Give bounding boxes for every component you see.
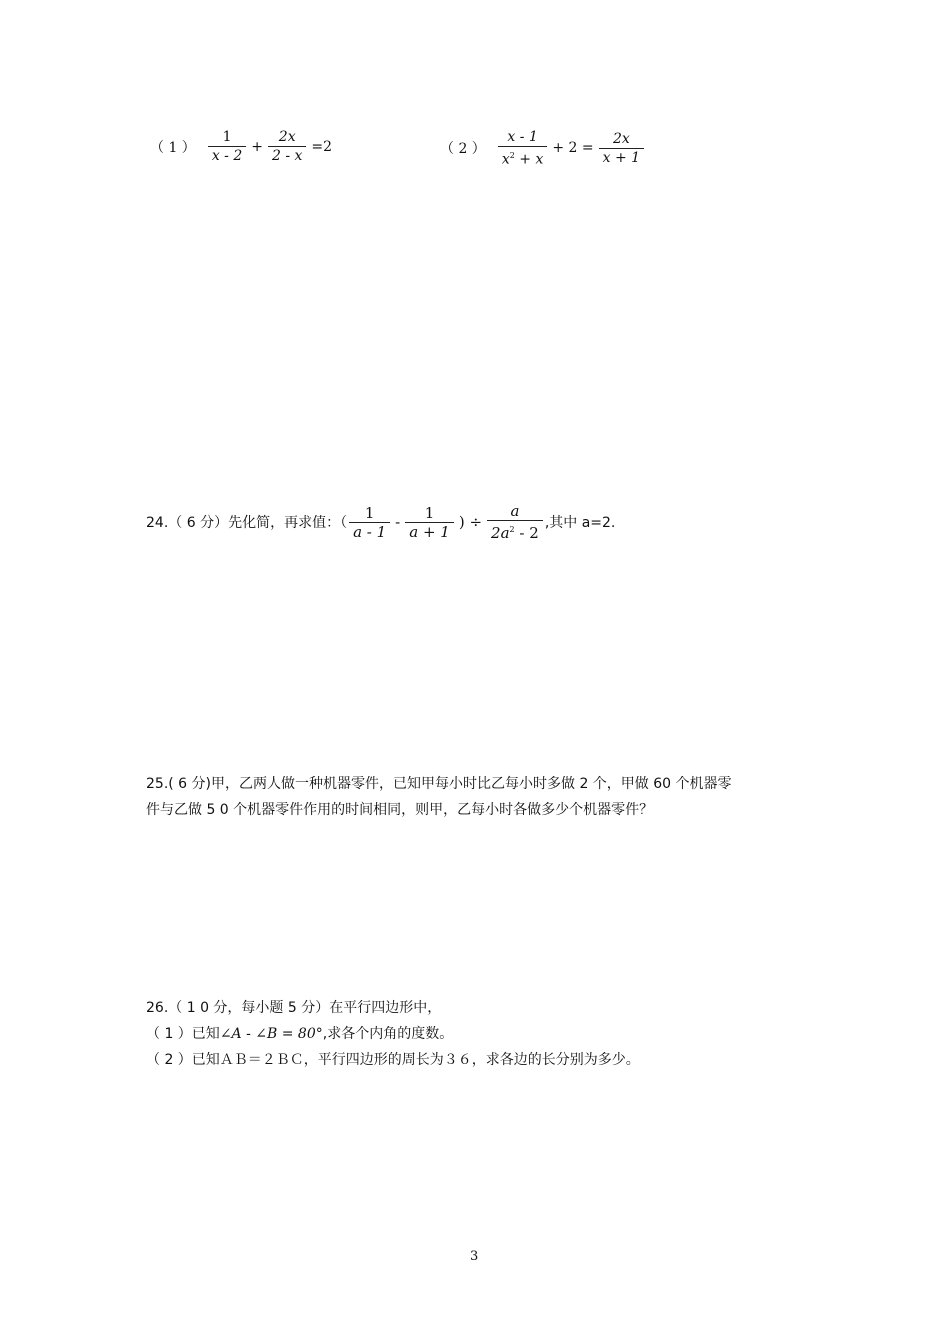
question-24-suffix: ,其中 a=2. <box>544 515 616 531</box>
question-26-part-2: （ 2 ）已知ＡＢ＝２ＢＣ，平行四边形的周长为３６，求各边的长分别为多少。 <box>146 1052 640 1068</box>
question-25-line-2: 件与乙做 5 0 个机器零件作用的时间相同，则甲，乙每小时各做多少个机器零件？ <box>146 802 654 818</box>
page-number: 3 <box>470 1249 479 1264</box>
question-26-title: 26.（ 1 0 分，每小题 5 分）在平行四边形中， <box>146 1000 442 1016</box>
fraction: $\frac{x - 1}{x^2 + x}$ <box>498 128 548 169</box>
equation-2: （ 2 ） $\frac{x - 1}{x^2 + x}$ + 2 = $\frac{2x}{x + 1}$ <box>440 128 646 169</box>
fraction: $\frac{2x}{2 - x}$ <box>268 128 306 165</box>
fraction: $\frac{1}{x - 2}$ <box>208 128 246 165</box>
equation-1: （ 1 ） $\frac{1}{x - 2}$ + $\frac{2x}{2 - x}$ =2 <box>150 129 333 164</box>
fraction: $\frac{a}{2a^2 - 2}$ <box>487 502 543 542</box>
question-25-line-1: 25.( 6 分)甲，乙两人做一种机器零件，已知甲每小时比乙每小时多做 2 个，甲做 60 个机器零 <box>146 776 732 792</box>
equation-2-label: （ 2 ） <box>440 141 486 158</box>
fraction: $\frac{1}{a - 1}$ <box>349 504 390 541</box>
question-26-part-1: （ 1 ）已知∠A - ∠B = 80°,求各个内角的度数。 <box>146 1026 454 1042</box>
angle-expression: ∠A - ∠B = 80° <box>219 1026 323 1042</box>
equation-1-label: （ 1 ） <box>150 139 196 156</box>
question-24-prefix: 24.（ 6 分）先化简，再求值：（ <box>146 515 348 531</box>
fraction: $\frac{1}{a + 1}$ <box>405 504 454 541</box>
question-24: 24.（ 6 分）先化简，再求值：（ $\frac{1}{a - 1}$ - $\frac{1}{a + 1}$ ) ÷ $\frac{a}{2a^2 - 2}$ ,其中 a=2. <box>146 502 616 542</box>
fraction: $\frac{2x}{x + 1}$ <box>599 130 644 167</box>
